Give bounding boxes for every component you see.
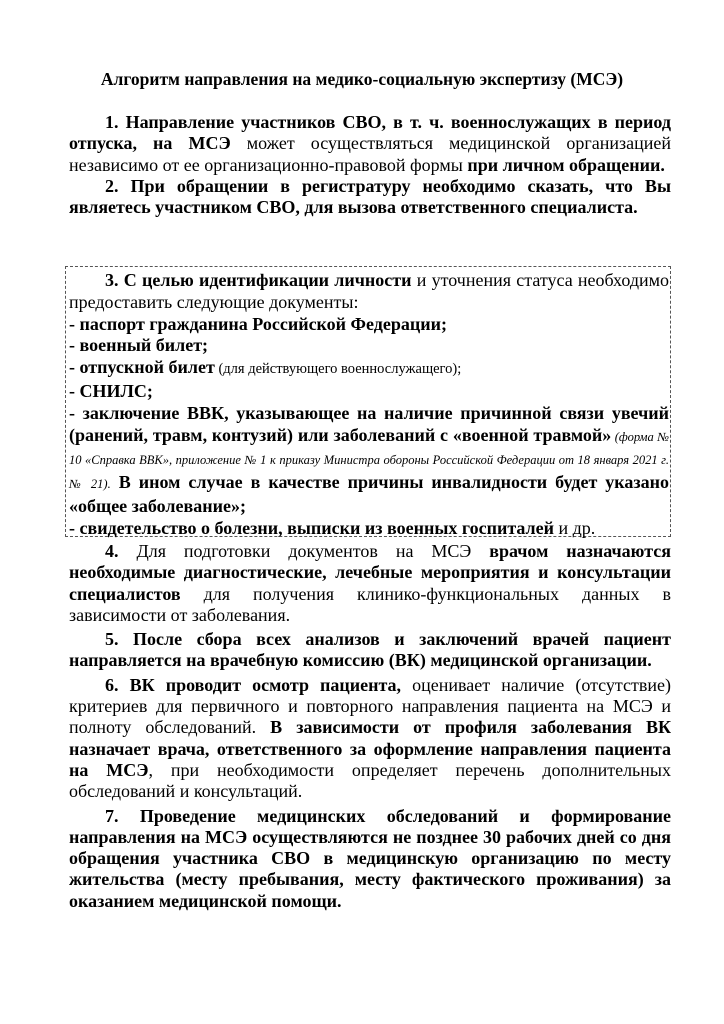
doc-item-illness-cert [69, 518, 669, 540]
paragraph-2-text: 2. При обращении в регистратуру необходимо сказать, что Вы являетесь участником СВО, для вызова ответственного специалиста. [69, 175, 671, 218]
paragraph-5 [69, 629, 671, 672]
doc-item-leave-ticket-label: - отпускной билет [69, 357, 215, 378]
paragraph-4-num: 4. [105, 541, 119, 561]
paragraph-1-mid: может осуществляться медицинской организацией независимо от ее организационно-правовой формы [69, 133, 671, 175]
doc-item-illness-cert-tail: и др. [554, 517, 596, 538]
paragraph-1 [69, 112, 671, 176]
paragraph-4-c: для получения клинико-функциональных данных в зависимости от заболевания. [69, 583, 671, 625]
paragraph-4-a: Для подготовки документов на МСЭ [118, 541, 490, 561]
paragraph-3-intro [69, 270, 669, 314]
paragraph-5-text: 5. После сбора всех анализов и заключений врачей пациент направляется на врачебную комиссию (ВК) медицинской организации. [69, 629, 671, 671]
paragraph-6 [69, 675, 671, 803]
paragraph-1-lead: 1. Направление участников СВО, в т. ч. военнослужащих в период отпуска, на МСЭ [69, 112, 671, 154]
document-title: Алгоритм направления на медико-социальную экспертизу (МСЭ) [100, 69, 624, 89]
doc-item-snils: - СНИЛС; [69, 380, 153, 401]
paragraph-7-text: 7. Проведение медицинских обследований и формирование направления на МСЭ осуществляются не позднее 30 рабочих дней со дня обращения участника СВО в медицинскую организацию по месту жительства (месту пребывания, месту фактического проживания) за оказанием медицинской помощи. [69, 805, 671, 911]
doc-item-vvk-tail: В ином случае в качестве причины инвалидности будет указано «общее заболевание»; [69, 472, 669, 516]
paragraph-2 [69, 176, 671, 219]
doc-item-illness-cert-label: - свидетельство о болезни, выписки из военных госпиталей [69, 517, 555, 538]
doc-item-vvk-note: (форма № 10 «Справка ВВК», приложение № 1 к приказу Министра обороны Российской Федерации от 18 января 2021 г. № 21). [69, 429, 669, 492]
paragraph-6-b: оценивает наличие (отсутствие) критериев для первичного и повторного направления пациента на МСЭ и полноту обследований. [69, 674, 671, 738]
doc-item-passport: - паспорт гражданина Российской Федерации; [69, 313, 447, 334]
paragraph-1-tail: при личном обращении. [467, 154, 665, 175]
paragraph-3-mid: и уточнения статуса необходимо предоставить следующие документы: [69, 270, 669, 312]
doc-item-military-id: - военный билет; [69, 335, 209, 356]
procedure-section [69, 541, 671, 912]
documents-list [69, 270, 669, 540]
paragraph-7 [69, 806, 671, 912]
doc-item-leave-ticket [69, 357, 669, 381]
intro-section [69, 112, 671, 218]
paragraph-4 [69, 541, 671, 626]
paragraph-6-a: 6. ВК проводит осмотр пациента, [105, 674, 402, 695]
paragraph-4-b: врачом назначаются необходимые диагностические, лечебные мероприятия и консультации специалистов [69, 541, 671, 604]
paragraph-6-c: В зависимости от профиля заболевания ВК назначает врача, ответственного за оформление направления пациента на МСЭ [69, 717, 672, 780]
doc-item-vvk-label: - заключение ВВК, указывающее на наличие причинной связи увечий (ранений, травм, контузий) или заболеваний с «военной травмой» [69, 402, 669, 445]
paragraph-6-d: , при необходимости определяет перечень дополнительных обследований и консультаций. [69, 759, 671, 802]
doc-item-leave-ticket-note: (для действующего военнослужащего); [214, 361, 462, 378]
doc-item-vvk [69, 403, 669, 518]
paragraph-3-lead: 3. С целью идентификации личности [105, 270, 412, 290]
